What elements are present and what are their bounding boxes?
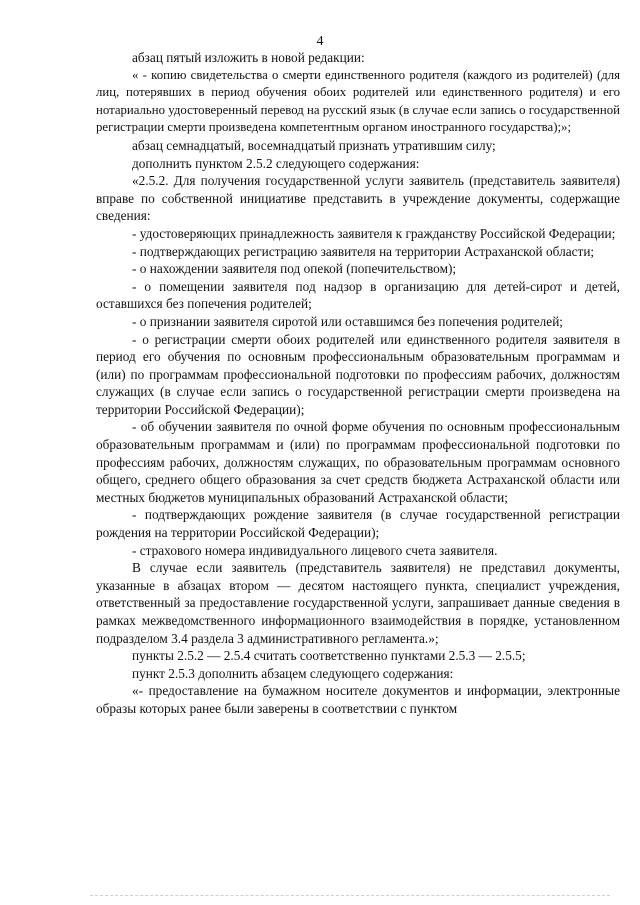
paragraph: - подтверждающих регистрацию заявителя на территории Астраханской области; — [132, 243, 595, 259]
paragraph: «- предоставление на бумажном носителе документов и информации, электронные образы которых ранее были заверены в соответствии с пунктом — [96, 683, 620, 716]
document-body — [96, 49, 620, 718]
paragraph: пункты 2.5.2 — 2.5.4 считать соответственно пунктами 2.5.3 — 2.5.5; — [132, 648, 526, 664]
paragraph: - об обучении заявителя по очной форме обучения по основным профессиональным образовательным программам и (или) по программам профессиональной подготовки по профессиям рабочих, должностям служащих, по образовательным программам основного общего, среднего общего образования за счет средств бюджета Астраханской области или местных бюджетов муниципальных образований Астраханской области; — [96, 419, 620, 505]
paragraph: « - копию свидетельства о смерти единственного родителя (каждого из родителей) (для лиц, потерявших в период обучения обоих родителей или единственного родителя) и его нотариально удостоверенный перевод на русский язык (в случае если запись о государственной регистрации смерти произведена компетентным органом иностранного государства);»; — [96, 67, 620, 135]
paragraph: - подтверждающих рождение заявителя (в случае государственной регистрации рождения на территории Российской Федерации); — [96, 507, 620, 541]
paragraph: - страхового номера индивидуального лицевого счета заявителя. — [132, 542, 498, 558]
paragraph: пункт 2.5.3 дополнить абзацем следующего содержания: — [132, 665, 454, 681]
scan-bottom-edge — [90, 895, 610, 897]
paragraph: - о нахождении заявителя под опекой (попечительством); — [132, 261, 457, 277]
paragraph: В случае если заявитель (представитель заявителя) не представил документы, указанные в абзацах втором — десятом настоящего пункта, специалист учреждения, ответственный за предоставление государственной услуги, запрашивает данные сведения в рамках межведомственного информационного взаимодействия в порядке, установленном подразделом 3.4 раздела 3 административного регламента.»; — [96, 560, 620, 646]
paragraph: абзац семнадцатый, восемнадцатый признать утратившим силу; — [132, 137, 496, 153]
paragraph: «2.5.2. Для получения государственной услуги заявитель (представитель заявителя) вправе по собственной инициативе представить в учреждение документы, содержащие сведения: — [96, 173, 620, 224]
page-number: 4 — [316, 34, 324, 49]
paragraph: дополнить пунктом 2.5.2 следующего содержания: — [132, 155, 420, 171]
paragraph: абзац пятый изложить в новой редакции: — [132, 50, 365, 65]
paragraph: - о помещении заявителя под надзор в организацию для детей-сирот и детей, оставшихся без попечения родителей; — [96, 278, 620, 312]
paragraph: - о признании заявителя сиротой или оставшимся без попечения родителей; — [132, 313, 563, 329]
paragraph: - о регистрации смерти обоих родителей или единственного родителя заявителя в период его обучения по основным профессиональным образовательным программам и (или) по программам профессиональной подготовки по профессиям рабочих, должностям служащих (в случае если запись о государственной регистрации смерти произведена на территории Российской Федерации); — [96, 331, 620, 417]
paragraph: - удостоверяющих принадлежность заявителя к гражданству Российской Федерации; — [132, 225, 616, 241]
